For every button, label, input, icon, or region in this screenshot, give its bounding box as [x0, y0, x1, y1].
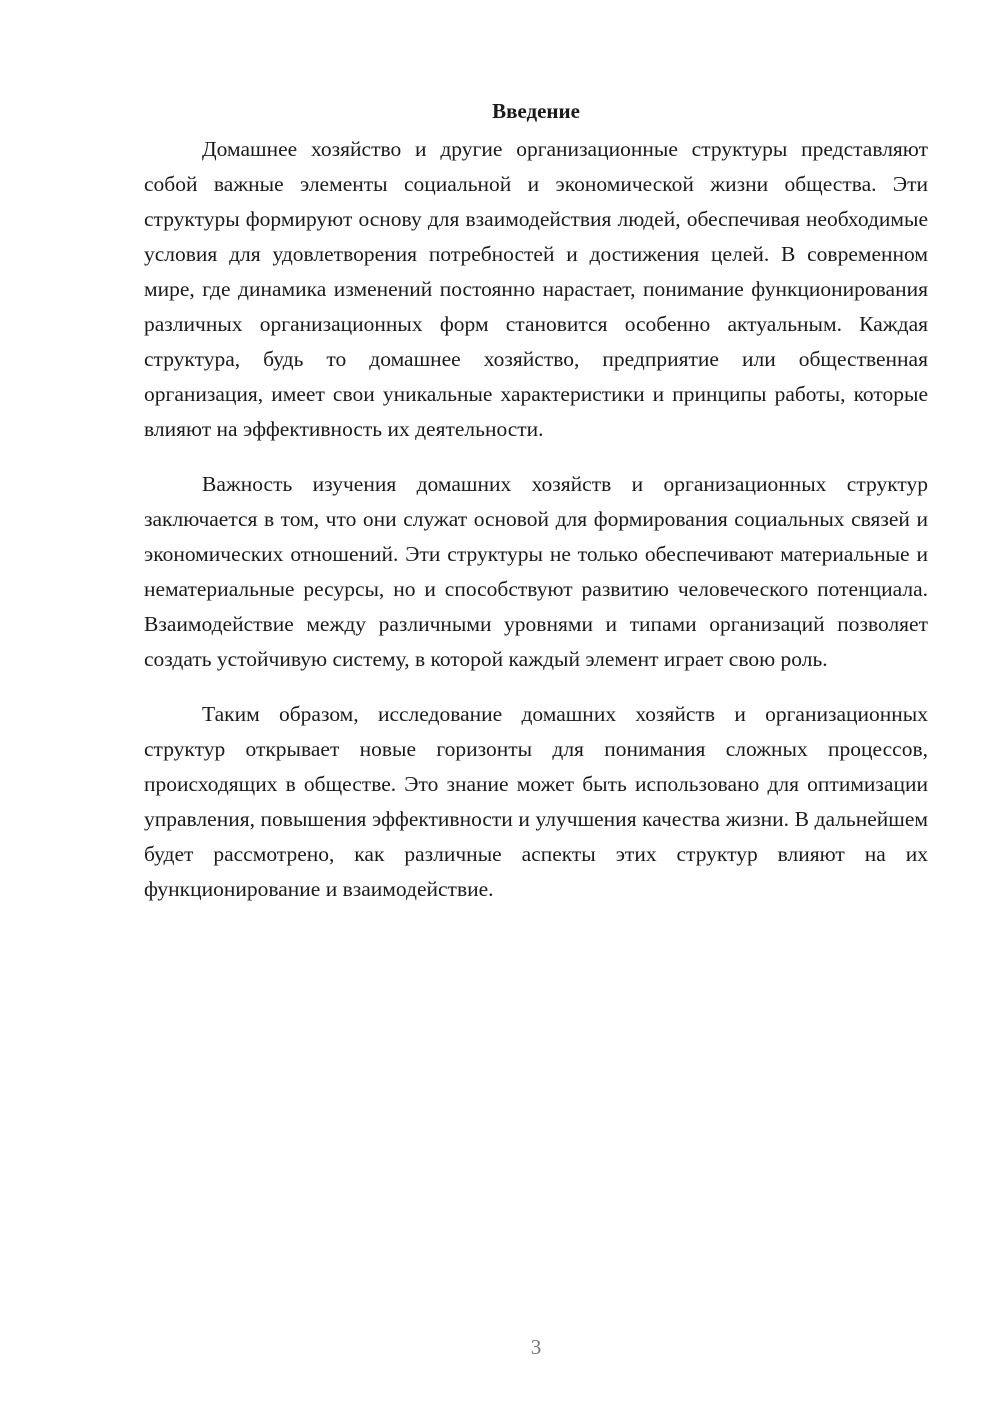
page-number: 3 — [530, 1335, 542, 1359]
paragraph-3: Таким образом, исследование домашних хозяйств и организационных структур открывает новые горизонты для понимания сложных процессов, происходящих в обществе. Это знание может быть использовано для оптимизации управления, повышения эффективности и улучшения качества жизни. В дальнейшем будет рассмотрено, как различные аспекты этих структур влияют на их функционирование и взаимодействие. — [144, 702, 928, 901]
paragraph-2: Важность изучения домашних хозяйств и организационных структур заключается в том, что они служат основой для формирования социальных связей и экономических отношений. Эти структуры не только обеспечивают материальные и нематериальные ресурсы, но и способствуют развитию человеческого потенциала. Взаимодействие между различными уровнями и типами организаций позволяет создать устойчивую систему, в которой каждый элемент играет свою роль. — [144, 472, 928, 671]
paragraph-1: Домашнее хозяйство и другие организационные структуры представляют собой важные элементы социальной и экономической жизни общества. Эти структуры формируют основу для взаимодействия людей, обеспечивая необходимые условия для удовлетворения потребностей и достижения целей. В современном мире, где динамика изменений постоянно нарастает, понимание функционирования различных организационных форм становится особенно актуальным. Каждая структура, будь то домашнее хозяйство, предприятие или общественная организация, имеет свои уникальные характеристики и принципы работы, которые влияют на эффективность их деятельности. — [144, 137, 928, 441]
section-title: Введение — [492, 99, 580, 123]
page-content — [144, 96, 928, 927]
